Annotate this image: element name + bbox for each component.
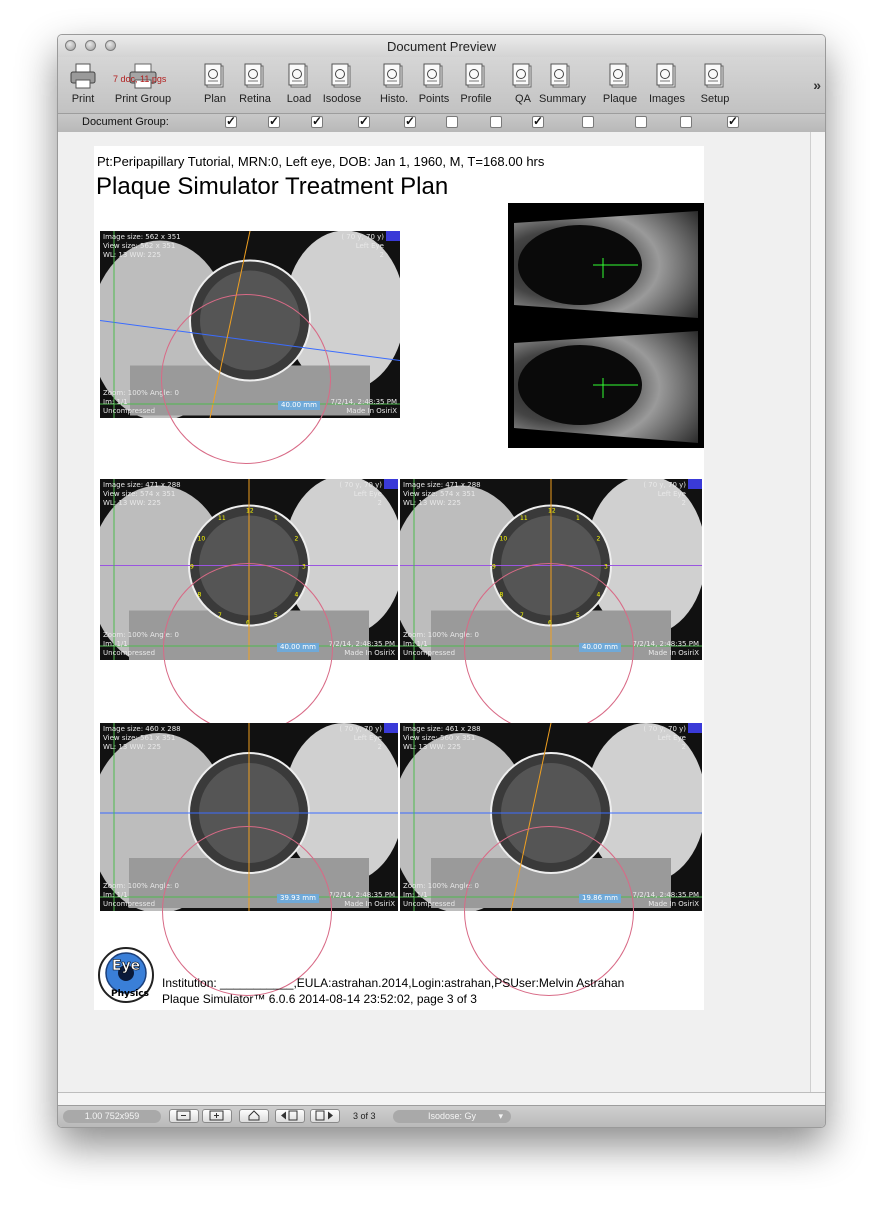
home-button[interactable] (239, 1109, 269, 1123)
isodose-circle (163, 563, 333, 733)
logo-text-top: Eye (111, 958, 141, 974)
toolbar-summary-button[interactable] (539, 62, 587, 105)
toolbar-item-label: Retina (239, 93, 271, 105)
retina-document-icon (241, 62, 269, 90)
toolbar-item-label: Plaque (602, 93, 638, 105)
svg-text:2: 2 (294, 535, 299, 543)
ultrasound-image (508, 203, 704, 448)
toolbar-item-label: Isodose (322, 93, 362, 105)
isodose-circle (161, 294, 331, 464)
scan-info-topleft: Image size: 471 x 288 View size: 574 x 351 WL: 13 WW: 225 (403, 481, 481, 507)
scan-info-topleft: Image size: 461 x 288 View size: 560 x 351 WL: 13 WW: 225 (403, 725, 481, 751)
load-document-icon (285, 62, 313, 90)
svg-text:5: 5 (274, 611, 278, 619)
svg-text:1: 1 (576, 515, 580, 523)
document-group-checkbox-points[interactable] (446, 116, 458, 128)
svg-text:10: 10 (197, 535, 206, 543)
vertical-scrollbar[interactable] (810, 132, 826, 1092)
svg-text:12: 12 (548, 507, 556, 515)
isodose-unit-label: Isodose: Gy (427, 1111, 477, 1121)
document-group-checkbox-profile[interactable] (490, 116, 502, 128)
summary-document-icon (547, 62, 575, 90)
svg-text:6: 6 (548, 619, 552, 627)
zoom-in-icon (209, 1110, 225, 1121)
svg-text:9: 9 (190, 563, 194, 571)
zoom-size-readout: 1.00 752x959 (63, 1110, 161, 1123)
print-group-label: Print Group (114, 93, 172, 105)
toolbar-isodose-button[interactable] (320, 62, 364, 105)
scan-info-topright: ( 70 y, 70 y) Left Eye 2 (643, 725, 686, 751)
toolbar-setup-button[interactable] (693, 62, 737, 105)
document-group-bar (58, 113, 825, 133)
svg-text:12: 12 (246, 507, 254, 515)
scan-info-bottomleft: Zoom: 100% Angle: 0 Im: 1/1 Uncompressed (403, 882, 479, 908)
toolbar-item-label: Load (286, 93, 312, 105)
toolbar-points-button[interactable] (412, 62, 456, 105)
scan-info-topleft: Image size: 562 x 351 View size: 562 x 351 WL: 13 WW: 225 (103, 233, 181, 259)
svg-text:4: 4 (596, 591, 601, 599)
isodose-circle (162, 826, 332, 996)
scale-bar-label: 40.00 mm (278, 401, 320, 410)
home-icon (247, 1110, 261, 1121)
isodose-circle (464, 563, 634, 733)
next-page-button[interactable] (310, 1109, 340, 1123)
scan-info-topright: ( 70 y, 70 y) Left Eye 2 (339, 481, 382, 507)
scan-info-topleft: Image size: 471 x 288 View size: 574 x 351 WL: 13 WW: 225 (103, 481, 181, 507)
svg-text:7: 7 (218, 611, 222, 619)
toolbar-item-label: Setup (700, 93, 730, 105)
qa-document-icon (509, 62, 537, 90)
isodose-circle (464, 826, 634, 996)
points-document-icon (420, 62, 448, 90)
document-group-checkbox-images[interactable] (680, 116, 692, 128)
scale-bar-label: 40.00 mm (579, 643, 621, 652)
toolbar-plan-button[interactable] (193, 62, 237, 105)
toolbar-item-label: Plan (203, 93, 227, 105)
toolbar-item-label: Points (418, 93, 450, 105)
document-group-checkbox-isodose[interactable]: ✓ (359, 114, 370, 128)
isodose-unit-select[interactable] (393, 1110, 511, 1123)
document-page (94, 146, 704, 1010)
scan-info-bottomleft: Zoom: 100% Angle: 0 Im: 1/1 Uncompressed (103, 389, 179, 415)
toolbar-item-label: QA (515, 93, 531, 105)
patient-info-line: Pt:Peripapillary Tutorial, MRN:0, Left eye, DOB: Jan 1, 1960, M, T=168.00 hrs (97, 154, 545, 169)
title-bar (58, 35, 825, 57)
document-group-checkbox-histo[interactable]: ✓ (405, 114, 416, 128)
profile-document-icon (462, 62, 490, 90)
page-counter: 3 of 3 (353, 1111, 376, 1121)
svg-text:6: 6 (246, 619, 250, 627)
scale-bar-label: 19.86 mm (579, 894, 621, 903)
scale-bar-label: 40.00 mm (277, 643, 319, 652)
toolbar-item-label: Histo. (379, 93, 409, 105)
ultrasound-panel (508, 203, 704, 448)
plaque-document-icon (606, 62, 634, 90)
zoom-out-button[interactable] (169, 1109, 199, 1123)
scan-info-topright: ( 70 y, 70 y) Left Eye 2 (339, 725, 382, 751)
toolbar-item-label: Summary (539, 93, 587, 105)
plan-document-icon (201, 62, 229, 90)
svg-text:10: 10 (499, 535, 508, 543)
toolbar-histo-button[interactable] (372, 62, 416, 105)
status-bar (58, 1105, 825, 1128)
scan-info-bottomright: 7/2/14, 2:48:35 PM Made In OsiriX (632, 891, 699, 908)
toolbar-item-label: Images (648, 93, 686, 105)
logo-text-bottom: Physics (110, 989, 150, 999)
doc-count: 7 doc, 11 pgs (113, 74, 167, 84)
scan-info-bottomleft: Zoom: 100% Angle: 0 Im: 1/1 Uncompressed (103, 631, 179, 657)
previous-page-button[interactable] (275, 1109, 305, 1123)
scale-bar-label: 39.93 mm (277, 894, 319, 903)
print-button[interactable] (64, 62, 102, 105)
document-group-checkbox-qa[interactable]: ✓ (533, 114, 544, 128)
window-title: Document Preview (386, 39, 497, 54)
scan-info-bottomright: 7/2/14, 2:48:35 PM Made In OsiriX (632, 640, 699, 657)
svg-text:2: 2 (596, 535, 601, 543)
toolbar-item-label: Profile (460, 93, 492, 105)
footer-institution-line: Institution: ___________,EULA:astrahan.2014,Login:astrahan,PSUser:Melvin Astrahan (162, 976, 625, 990)
scan-info-bottomleft: Zoom: 100% Angle: 0 Im: 1/1 Uncompressed (403, 631, 479, 657)
histo-document-icon (380, 62, 408, 90)
toolbar-load-button[interactable] (277, 62, 321, 105)
svg-text:3: 3 (604, 563, 608, 571)
document-group-checkbox-load[interactable]: ✓ (312, 114, 323, 128)
scan-info-topleft: Image size: 460 x 288 View size: 561 x 351 WL: 13 WW: 225 (103, 725, 181, 751)
footer-version-line: Plaque Simulator™ 6.0.6 2014-08-14 23:52:02, page 3 of 3 (162, 992, 477, 1006)
scan-info-bottomright: 7/2/14, 2:48:35 PM Made In OsiriX (330, 398, 397, 415)
scan-info-bottomleft: Zoom: 100% Angle: 0 Im: 1/1 Uncompressed (103, 882, 179, 908)
setup-document-icon (701, 62, 729, 90)
toolbar-retina-button[interactable] (233, 62, 277, 105)
svg-text:11: 11 (520, 515, 528, 523)
document-group-checkbox-plaque[interactable] (635, 116, 647, 128)
svg-text:9: 9 (492, 563, 496, 571)
document-group-label: Document Group: (82, 116, 169, 128)
scan-info-bottomright: 7/2/14, 2:48:35 PM Made In OsiriX (328, 640, 395, 657)
svg-text:8: 8 (197, 591, 202, 599)
scan-info-topright: ( 70 y, 70 y) Left Eye 2 (643, 481, 686, 507)
horizontal-scrollbar[interactable] (58, 1092, 825, 1105)
images-document-icon (653, 62, 681, 90)
svg-text:1: 1 (274, 515, 278, 523)
zoom-in-button[interactable] (202, 1109, 232, 1123)
toolbar (58, 57, 825, 113)
next-page-icon (315, 1110, 335, 1121)
zoom-out-icon (176, 1110, 192, 1121)
document-group-checkbox-setup[interactable]: ✓ (728, 114, 739, 128)
toolbar-plaque-button[interactable] (598, 62, 642, 105)
page-title: Plaque Simulator Treatment Plan (96, 173, 449, 200)
eye-physics-logo (97, 946, 155, 1004)
document-group-checkbox-retina[interactable]: ✓ (269, 114, 280, 128)
toolbar-images-button[interactable] (645, 62, 689, 105)
svg-text:7: 7 (520, 611, 524, 619)
svg-text:5: 5 (576, 611, 580, 619)
printer-icon (68, 62, 98, 90)
svg-text:8: 8 (499, 591, 504, 599)
document-group-checkbox-summary[interactable] (582, 116, 594, 128)
previous-page-icon (280, 1110, 300, 1121)
document-group-checkbox-plan[interactable]: ✓ (226, 114, 237, 128)
print-label: Print (71, 93, 95, 105)
scan-info-bottomright: 7/2/14, 2:48:35 PM Made In OsiriX (328, 891, 395, 908)
toolbar-overflow-chevron-icon[interactable]: » (813, 77, 821, 93)
svg-text:4: 4 (294, 591, 299, 599)
svg-text:11: 11 (218, 515, 226, 523)
svg-text:3: 3 (302, 563, 306, 571)
isodose-document-icon (328, 62, 356, 90)
toolbar-profile-button[interactable] (454, 62, 498, 105)
scan-info-topright: ( 70 y, 70 y) Left Eye 2 (341, 233, 384, 259)
dropdown-arrow-icon: ▾ (498, 1111, 503, 1121)
